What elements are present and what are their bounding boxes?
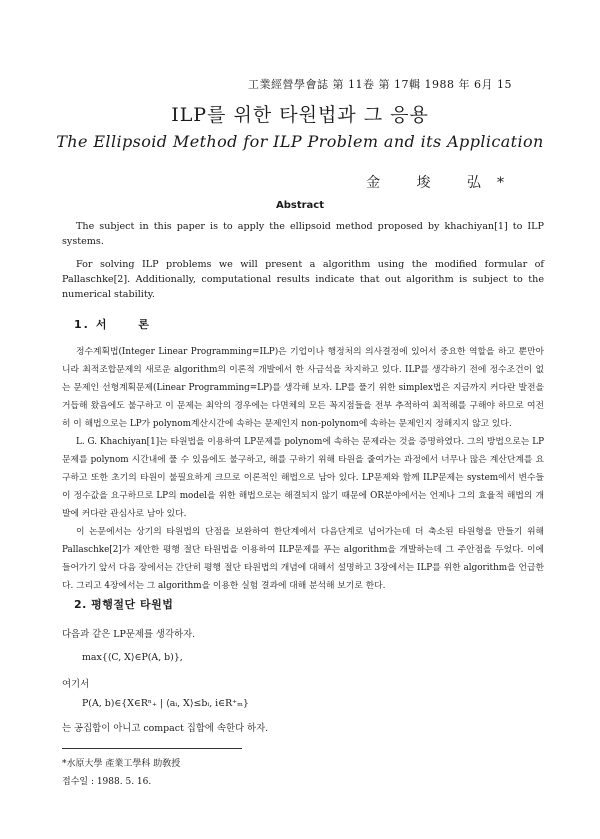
section-1-number: 1.: [74, 318, 90, 331]
title-korean: ILP를 위한 타원법과 그 응용: [171, 104, 429, 126]
section-1-paragraph-1: 정수계획법(Integer Linear Programming=ILP)은 기업이나 행정처의 의사결정에 있어서 중요한 역할을 하고 뿐만아니라 최적조합문제의 새로운 algorithm의 이론적 개발에서 한 사금석을 차지하고 있다. ILP를 생각하기 전에 정수조건이 없는 문제인 선형계획문제(Linear Programming=LP)를 생각해 보자. LP를 풀기 위한 simplex법은 지금까지 커다란 발전을 거듭해 왔음에도 불구하고 이 문제는 최악의 경우에는 다면체의 모든 꼭지점들을 전부 추적하여 최적해를 구해야 하므로 여전히 이 해법으로는 LP가 polynom계산시간에 속하는 문제인지 non-polynom에 속하는 문제인지 정해지지 않고 있다.: [62, 347, 544, 429]
equation-polyhedron: P(A, b)∈{X∈Rⁿ₊ | ⟨aᵢ, X⟩≤bᵢ, i∈R⁺ₘ}: [82, 698, 249, 709]
author-name: 金 埈 弘*: [366, 175, 520, 191]
equation-max: max{⟨C, X⟩∈P(A, b)},: [82, 652, 183, 663]
footnote-affiliation: *水原大學 產業工學科 助敎授: [62, 759, 181, 769]
abstract-paragraph-1: The subject in this paper is to apply the ellipsoid method proposed by khachiyan[1] to ILP systems.: [62, 221, 544, 247]
running-header: 工業經營學會誌 第 11卷 第 17輯 1988 年 6月 15: [248, 78, 512, 91]
footnote-received-date: 접수일 : 1988. 5. 16.: [62, 777, 152, 787]
footnote-rule: [62, 748, 242, 749]
section-1-heading: [74, 316, 163, 332]
section-2-heading: 2. 평행절단 타원법: [74, 598, 174, 611]
title-english: The Ellipsoid Method for ILP Problem and its Application: [56, 132, 544, 151]
section-2-line-5: 는 공집합이 아니고 compact 집합에 속한다 하자.: [62, 723, 269, 734]
section-2-line-3: 여기서: [62, 679, 90, 690]
section-2-line-1: 다음과 같은 LP문제를 생각하자.: [62, 629, 196, 640]
abstract-heading: Abstract: [275, 200, 325, 211]
section-1-paragraph-3: 이 논문에서는 상기의 타원법의 단점을 보완하여 한단계에서 다음단계로 넘어가는데 더 축소된 타원형을 만들기 위해 Pallaschke[2]가 제안한 평행 절단 타원법을 이용하여 ILP문제를 푸는 algorithm을 개발하는데 그 주안점을 두었다. 이에 들어가기 앞서 다음 장에서는 간단히 평행 절단 타원법의 개념에 대해서 설명하고 3장에서는 ILP를 위한 algorithm을 언급한다. 그리고 4장에서는 그 algorithm을 이용한 실험 결과에 대해 분석해 보기로 한다.: [62, 527, 544, 591]
section-1-paragraph-2: L. G. Khachiyan[1]는 타원법을 이용하여 LP문제를 polynom에 속하는 문제라는 것을 증명하였다. 그의 방법으로는 LP문제를 polynom 시간내에 풀 수 있음에도 불구하고, 해를 구하기 위해 타원을 줄여가는 과정에서 너무나 많은 계산단계를 요구하고 또한 초기의 타원이 불필요하게 크므로 이론적인 해법으로 남아 있다. LP문제와 함께 ILP문제는 system에서 변수들이 정수값을 요구하므로 LP의 model을 위한 해법으로는 해결되지 않기 때문에 OR분야에서는 언제나 그의 효율적 해법의 개발에 커다란 관심사로 남아 있다.: [62, 437, 544, 519]
abstract-paragraph-2: For solving ILP problems we will present a algorithm using the modified formular of Pallaschke[2]. Additionally, computational results indicate that out algorithm is subject to the numerical stability.: [62, 259, 544, 300]
section-1-title: 서 론: [95, 318, 163, 331]
